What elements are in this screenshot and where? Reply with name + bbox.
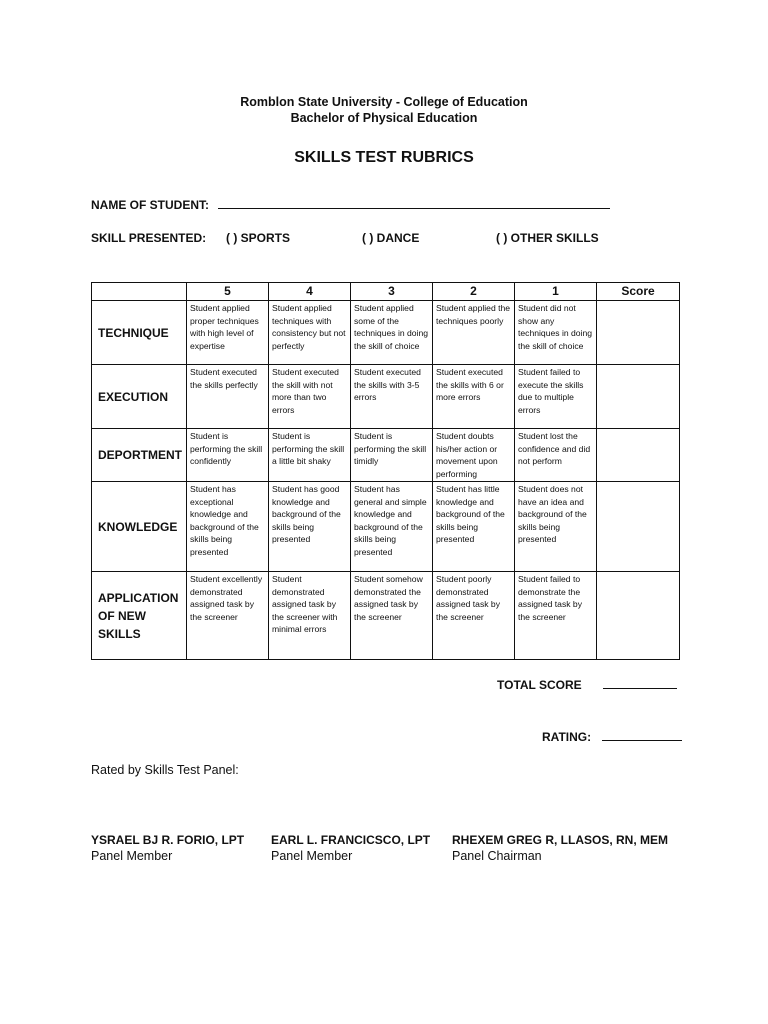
student-name-blank — [218, 197, 610, 209]
rubric-row-application — [92, 572, 680, 660]
rubric-cell: Student doubts his/her action or movement upon performing — [433, 429, 515, 482]
criterion-label: DEPORTMENT — [92, 429, 187, 482]
student-name-row — [91, 197, 610, 212]
rubric-cell: Student poorly demonstrated assigned task by the screener — [433, 572, 515, 660]
signer-role: Panel Member — [91, 849, 173, 863]
column-header: 4 — [269, 283, 351, 301]
university-name: Romblon State University - College of Education — [240, 95, 528, 109]
signer-name: YSRAEL BJ R. FORIO, LPT — [91, 833, 245, 847]
rubric-cell: Student is performing the skill confidently — [187, 429, 269, 482]
score-cell — [597, 365, 680, 429]
signer-role: Panel Member — [271, 849, 353, 863]
score-cell — [597, 482, 680, 572]
skill-option-other: ( ) OTHER SKILLS — [496, 231, 599, 245]
rubric-cell: Student is performing the skill a little bit shaky — [269, 429, 351, 482]
skill-presented-label: SKILL PRESENTED: — [91, 231, 207, 245]
signer-name: EARL L. FRANCICSCO, LPT — [271, 833, 431, 847]
rubric-row-technique — [92, 301, 680, 365]
column-header: 1 — [515, 283, 597, 301]
signer-name: RHEXEM GREG R, LLASOS, RN, MEM — [452, 833, 669, 847]
panel-signer-1 — [91, 833, 244, 863]
rubric-cell: Student lost the confidence and did not perform — [515, 429, 597, 482]
rating-label: RATING: — [542, 730, 592, 744]
rubric-cell: Student executed the skills with 6 or more errors — [433, 365, 515, 429]
rubric-row-knowledge — [92, 482, 680, 572]
rubric-cell: Student did not show any techniques in doing the skill of choice — [515, 301, 597, 365]
score-column-header: Score — [597, 283, 680, 301]
signer-role: Panel Chairman — [452, 849, 542, 863]
score-cell — [597, 429, 680, 482]
rubric-cell: Student has good knowledge and background of the skills being presented — [269, 482, 351, 572]
rubric-cell: Student applied proper techniques with high level of expertise — [187, 301, 269, 365]
document-title: SKILLS TEST RUBRICS — [294, 149, 474, 166]
criterion-label: APPLICATION OF NEW SKILLS — [92, 572, 187, 660]
rubric-cell: Student applied some of the techniques in doing the skill of choice — [351, 301, 433, 365]
skill-option-sports: ( ) SPORTS — [226, 231, 291, 245]
criterion-label: KNOWLEDGE — [92, 482, 187, 572]
rating-blank — [602, 729, 682, 741]
rubric-cell: Student is performing the skill timidly — [351, 429, 433, 482]
total-score-blank — [603, 677, 677, 689]
column-header: 5 — [187, 283, 269, 301]
rubric-cell: Student somehow demonstrated the assigned task by the screener — [351, 572, 433, 660]
rubric-cell: Student executed the skills with 3-5 errors — [351, 365, 433, 429]
rubric-cell: Student failed to execute the skills due to multiple errors — [515, 365, 597, 429]
rubric-cell: Student excellently demonstrated assigned task by the screener — [187, 572, 269, 660]
criterion-label: EXECUTION — [92, 365, 187, 429]
total-score-label: TOTAL SCORE — [497, 678, 582, 692]
skill-option-dance: ( ) DANCE — [362, 231, 420, 245]
score-cell — [597, 572, 680, 660]
rubric-cell: Student applied techniques with consistency but not perfectly — [269, 301, 351, 365]
column-header: 2 — [433, 283, 515, 301]
panel-signer-3 — [452, 833, 668, 863]
rubric-cell: Student executed the skills perfectly — [187, 365, 269, 429]
rubric-cell: Student applied the techniques poorly — [433, 301, 515, 365]
criterion-header — [92, 283, 187, 301]
rubric-cell: Student demonstrated assigned task by the screener with minimal errors — [269, 572, 351, 660]
rubric-header-row — [92, 283, 680, 301]
rubric-cell: Student does not have an idea and background of the skills being presented — [515, 482, 597, 572]
rubric-cell: Student has exceptional knowledge and background of the skills being presented — [187, 482, 269, 572]
rubric-cell: Student failed to demonstrate the assigned task by the screener — [515, 572, 597, 660]
rubric-table — [91, 282, 680, 660]
rating-row — [542, 729, 682, 744]
rubric-row-execution — [92, 365, 680, 429]
score-cell — [597, 301, 680, 365]
student-name-label: NAME OF STUDENT: — [91, 198, 209, 212]
rubric-row-deportment — [92, 429, 680, 482]
panel-signer-2 — [271, 833, 430, 863]
rated-by-label: Rated by Skills Test Panel: — [91, 763, 239, 777]
rubric-cell: Student executed the skill with not more than two errors — [269, 365, 351, 429]
column-header: 3 — [351, 283, 433, 301]
program-name: Bachelor of Physical Education — [290, 111, 478, 125]
criterion-label: TECHNIQUE — [92, 301, 187, 365]
rubric-cell: Student has little knowledge and background of the skills being presented — [433, 482, 515, 572]
rubric-cell: Student has general and simple knowledge and background of the skills being presented — [351, 482, 433, 572]
total-score-row — [497, 677, 677, 692]
